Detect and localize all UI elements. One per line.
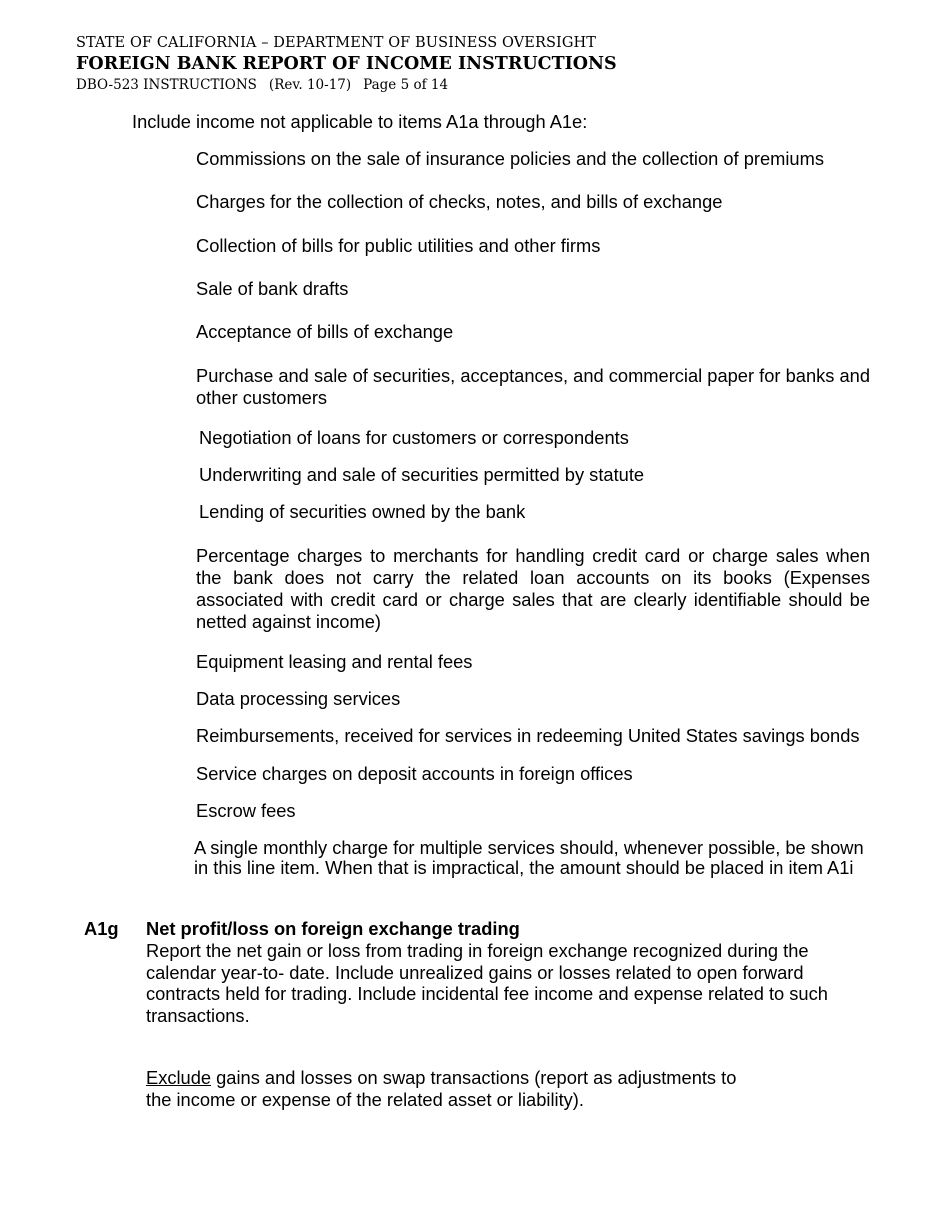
- list-item: Commissions on the sale of insurance policies and the collection of premiums: [196, 148, 824, 169]
- exclude-text: gains and losses on swap transactions (report as adjustments to the income or expense of the related asset or liability).: [146, 1067, 737, 1110]
- revision: (Rev. 10-17): [268, 77, 352, 93]
- list-item: Acceptance of bills of exchange: [196, 321, 454, 342]
- list-item: Reimbursements, received for services in redeeming United States savings bonds: [196, 725, 860, 746]
- list-item: Data processing services: [196, 688, 401, 709]
- document-title: FOREIGN BANK REPORT OF INCOME INSTRUCTIONS: [76, 54, 617, 74]
- list-item: Service charges on deposit accounts in foreign offices: [196, 763, 633, 784]
- list-item: Negotiation of loans for customers or correspondents: [199, 427, 629, 448]
- list-item: A single monthly charge for multiple services should, whenever possible, be shown in this line item. When that is impractical, the amount should be placed in item A1i: [194, 837, 864, 878]
- exclude-keyword: Exclude: [146, 1067, 212, 1088]
- intro-text: Include income not applicable to items A1a through A1e:: [132, 111, 588, 132]
- form-id: DBO-523 INSTRUCTIONS: [76, 77, 257, 93]
- list-item: Purchase and sale of securities, acceptances, and commercial paper for banks and other customers: [196, 365, 870, 408]
- section-title: Net profit/loss on foreign exchange trading: [146, 918, 520, 939]
- list-item: Underwriting and sale of securities permitted by statute: [199, 464, 645, 485]
- list-item: Percentage charges to merchants for handling credit card or charge sales when the bank does not carry the related loan accounts on its books (Expenses associated with credit card or charge sales that are clearly identifiable should be netted against income): [196, 545, 870, 632]
- exclude-note: [146, 1067, 766, 1110]
- list-item: Collection of bills for public utilities and other firms: [196, 235, 601, 256]
- list-item: Lending of securities owned by the bank: [199, 501, 526, 522]
- list-item: Escrow fees: [196, 800, 296, 821]
- page-header: [76, 34, 617, 94]
- page-number: Page 5 of 14: [363, 77, 449, 93]
- list-item: Equipment leasing and rental fees: [196, 651, 473, 672]
- section-code: A1g: [84, 918, 119, 939]
- section-body: Report the net gain or loss from trading in foreign exchange recognized during the calendar year-to- date. Include unrealized gains or losses related to open forward contracts held for trading. Include incidental fee income and expense related to such transactions.: [146, 940, 828, 1026]
- list-item: Sale of bank drafts: [196, 278, 349, 299]
- document-meta: [76, 76, 617, 94]
- agency-name: STATE OF CALIFORNIA – DEPARTMENT OF BUSINESS OVERSIGHT: [76, 35, 597, 51]
- list-item: Charges for the collection of checks, notes, and bills of exchange: [196, 191, 723, 212]
